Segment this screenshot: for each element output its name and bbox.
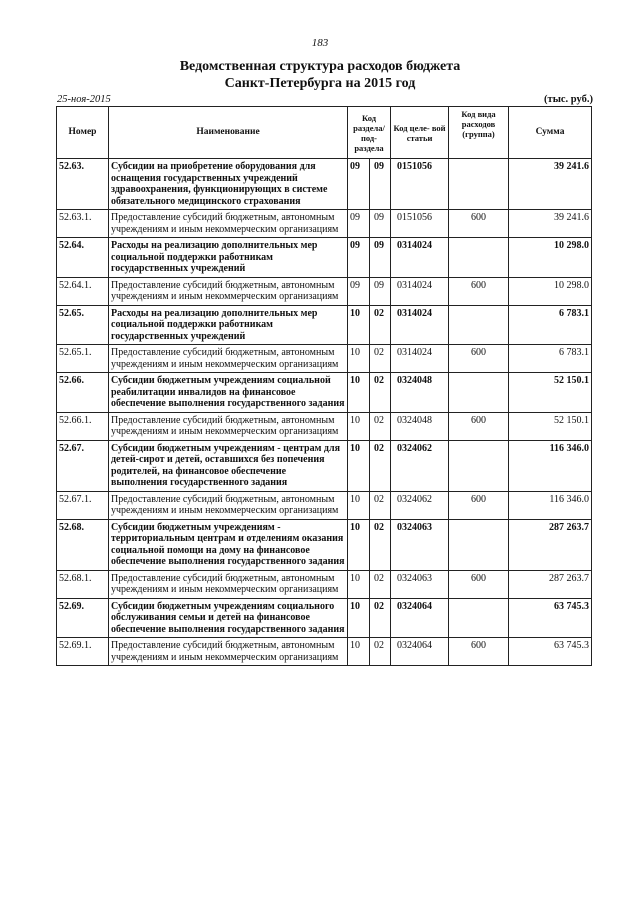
row-target-code: 0314024: [391, 277, 449, 305]
row-section-code: 10: [348, 412, 370, 440]
row-section-code: 10: [348, 373, 370, 413]
row-section-code: 09: [348, 277, 370, 305]
row-number: 52.66.1.: [57, 412, 109, 440]
budget-table: [56, 106, 592, 666]
row-subsection-code: 09: [370, 277, 391, 305]
row-target-code: 0324064: [391, 598, 449, 638]
row-target-code: 0324063: [391, 570, 449, 598]
table-row: [57, 373, 592, 413]
row-amount: 287 263.7: [509, 519, 592, 570]
row-name: Субсидии бюджетным учреждениям социальной реабилитации инвалидов на финансовое обеспечение выполнения государственного задания: [109, 373, 348, 413]
document-date: 25-ноя-2015: [57, 94, 111, 105]
row-expense-type: 600: [449, 638, 509, 666]
row-number: 52.69.1.: [57, 638, 109, 666]
row-name: Предоставление субсидий бюджетным, автономным учреждениям и иным некоммерческим организациям: [109, 570, 348, 598]
row-expense-type: [449, 373, 509, 413]
table-row: [57, 238, 592, 278]
row-name: Предоставление субсидий бюджетным, автономным учреждениям и иным некоммерческим организациям: [109, 491, 348, 519]
row-name: Субсидии на приобретение оборудования для оснащения государственных учреждений здравоохранения, функционирующих в системе обязательного медицинского страхования: [109, 159, 348, 210]
row-subsection-code: 02: [370, 373, 391, 413]
row-number: 52.68.: [57, 519, 109, 570]
table-row: [57, 519, 592, 570]
row-amount: 39 241.6: [509, 210, 592, 238]
row-amount: 116 346.0: [509, 491, 592, 519]
row-expense-type: [449, 598, 509, 638]
row-number: 52.68.1.: [57, 570, 109, 598]
row-number: 52.64.1.: [57, 277, 109, 305]
row-section-code: 10: [348, 598, 370, 638]
row-section-code: 10: [348, 519, 370, 570]
row-subsection-code: 09: [370, 210, 391, 238]
table-row: [57, 305, 592, 345]
row-expense-type: [449, 305, 509, 345]
row-amount: 10 298.0: [509, 238, 592, 278]
row-amount: 6 783.1: [509, 305, 592, 345]
units-label: (тыс. руб.): [544, 94, 593, 105]
title-line-1: Ведомственная структура расходов бюджета: [179, 59, 461, 74]
row-section-code: 09: [348, 238, 370, 278]
row-amount: 10 298.0: [509, 277, 592, 305]
row-amount: 6 783.1: [509, 345, 592, 373]
row-expense-type: [449, 238, 509, 278]
row-expense-type: [449, 519, 509, 570]
row-subsection-code: 02: [370, 598, 391, 638]
row-target-code: 0324062: [391, 440, 449, 491]
row-expense-type: 600: [449, 412, 509, 440]
table-row: [57, 159, 592, 210]
document-title: [0, 58, 640, 92]
table-body: [57, 159, 592, 666]
row-target-code: 0324063: [391, 519, 449, 570]
row-amount: 116 346.0: [509, 440, 592, 491]
title-line-2: Санкт-Петербурга на 2015 год: [224, 76, 416, 91]
row-amount: 52 150.1: [509, 412, 592, 440]
row-expense-type: 600: [449, 210, 509, 238]
row-target-code: 0324048: [391, 412, 449, 440]
row-expense-type: 600: [449, 570, 509, 598]
row-expense-type: [449, 159, 509, 210]
row-target-code: 0151056: [391, 210, 449, 238]
header-section: Код раздела/ под- раздела: [348, 107, 391, 159]
row-number: 52.67.1.: [57, 491, 109, 519]
header-name: Наименование: [109, 107, 348, 159]
row-name: Предоставление субсидий бюджетным, автономным учреждениям и иным некоммерческим организациям: [109, 345, 348, 373]
row-section-code: 09: [348, 159, 370, 210]
row-target-code: 0324048: [391, 373, 449, 413]
table-row: [57, 210, 592, 238]
row-number: 52.63.1.: [57, 210, 109, 238]
row-subsection-code: 02: [370, 345, 391, 373]
row-name: Субсидии бюджетным учреждениям - территориальным центрам и отделениям оказания социальной помощи на дому на финансовое обеспечение выполнения государственного задания: [109, 519, 348, 570]
row-section-code: 10: [348, 305, 370, 345]
row-name: Субсидии бюджетным учреждениям социального обслуживания семьи и детей на финансовое обеспечение выполнения государственного задания: [109, 598, 348, 638]
row-amount: 52 150.1: [509, 373, 592, 413]
table-row: [57, 277, 592, 305]
row-expense-type: 600: [449, 491, 509, 519]
row-section-code: 10: [348, 570, 370, 598]
row-subsection-code: 02: [370, 440, 391, 491]
row-target-code: 0314024: [391, 345, 449, 373]
row-number: 52.65.1.: [57, 345, 109, 373]
row-name: Расходы на реализацию дополнительных мер социальной поддержки работникам государственных учреждений: [109, 238, 348, 278]
row-expense-type: [449, 440, 509, 491]
header-target: Код целе- вой статьи: [391, 107, 449, 159]
row-name: Предоставление субсидий бюджетным, автономным учреждениям и иным некоммерческим организациям: [109, 412, 348, 440]
row-number: 52.65.: [57, 305, 109, 345]
row-amount: 39 241.6: [509, 159, 592, 210]
table-row: [57, 491, 592, 519]
row-subsection-code: 09: [370, 159, 391, 210]
row-subsection-code: 02: [370, 638, 391, 666]
row-section-code: 10: [348, 440, 370, 491]
row-section-code: 10: [348, 638, 370, 666]
row-subsection-code: 02: [370, 570, 391, 598]
row-number: 52.67.: [57, 440, 109, 491]
table-row: [57, 440, 592, 491]
row-section-code: 10: [348, 491, 370, 519]
page-number: 183: [311, 37, 329, 49]
row-target-code: 0314024: [391, 238, 449, 278]
row-target-code: 0151056: [391, 159, 449, 210]
row-target-code: 0314024: [391, 305, 449, 345]
row-section-code: 09: [348, 210, 370, 238]
row-target-code: 0324064: [391, 638, 449, 666]
row-subsection-code: 02: [370, 519, 391, 570]
row-name: Предоставление субсидий бюджетным, автономным учреждениям и иным некоммерческим организациям: [109, 638, 348, 666]
table-row: [57, 570, 592, 598]
row-number: 52.69.: [57, 598, 109, 638]
row-number: 52.66.: [57, 373, 109, 413]
row-name: Предоставление субсидий бюджетным, автономным учреждениям и иным некоммерческим организациям: [109, 277, 348, 305]
row-amount: 63 745.3: [509, 638, 592, 666]
table-row: [57, 412, 592, 440]
row-section-code: 10: [348, 345, 370, 373]
row-subsection-code: 02: [370, 305, 391, 345]
row-subsection-code: 02: [370, 491, 391, 519]
row-number: 52.64.: [57, 238, 109, 278]
row-name: Расходы на реализацию дополнительных мер социальной поддержки работникам государственных учреждений: [109, 305, 348, 345]
row-target-code: 0324062: [391, 491, 449, 519]
header-amount: Сумма: [509, 107, 592, 159]
header-number: Номер: [57, 107, 109, 159]
table-row: [57, 345, 592, 373]
row-name: Субсидии бюджетным учреждениям - центрам для детей-сирот и детей, оставшихся без попечения родителей, на финансовое обеспечение выполнения государственного задания: [109, 440, 348, 491]
row-amount: 63 745.3: [509, 598, 592, 638]
row-subsection-code: 02: [370, 412, 391, 440]
row-amount: 287 263.7: [509, 570, 592, 598]
row-subsection-code: 09: [370, 238, 391, 278]
table-row: [57, 638, 592, 666]
row-expense-type: 600: [449, 277, 509, 305]
header-expense-type: Код вида расходов (группа): [449, 107, 509, 159]
row-expense-type: 600: [449, 345, 509, 373]
table-row: [57, 598, 592, 638]
row-name: Предоставление субсидий бюджетным, автономным учреждениям и иным некоммерческим организациям: [109, 210, 348, 238]
row-number: 52.63.: [57, 159, 109, 210]
